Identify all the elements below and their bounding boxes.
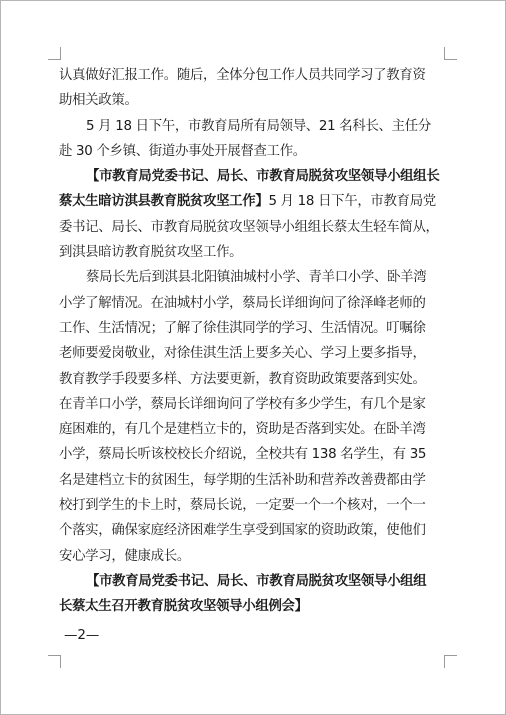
document-body	[59, 63, 454, 620]
text-line: 委书记、局长、市教育局脱贫攻坚领导小组组长蔡太生轻车简从，	[59, 219, 439, 235]
page-number: —2—	[64, 628, 100, 643]
text-line: 小学了解情况。在油城村小学，蔡局长详细询问了徐泽峰老师的	[59, 295, 426, 311]
text-line: 5 月 18 日下午，市教育局所有局领导、21 名科长、主任分	[86, 118, 431, 134]
heading-line: 长蔡太生召开教育脱贫攻坚领导小组例会】	[59, 599, 308, 615]
text-line: 在青羊口小学，蔡局长详细询问了学校有多少学生，有几个是家	[59, 396, 426, 412]
text-line: 赴 30 个乡镇、街道办事处开展督查工作。	[59, 143, 306, 159]
heading-line: 【市教育局党委书记、局长、市教育局脱贫攻坚领导小组组	[86, 573, 427, 589]
text-line: 工作、生活情况；了解了徐佳淇同学的学习、生活情况。叮嘱徐	[59, 320, 426, 336]
crop-mark-bottom-right	[444, 655, 457, 668]
text-line: 5 月 18 日下午，市教育局党	[268, 194, 436, 210]
text-line: 教育教学手段要多样、方法要更新，教育资助政策要落到实处。	[59, 371, 426, 387]
text-line: 认真做好汇报工作。随后，全体分包工作人员共同学习了教育资	[59, 68, 426, 83]
text-line: 小学，蔡局长听该校校长介绍说，全校共有 138 名学生，有 35	[59, 447, 427, 463]
text-line: 名是建档立卡的贫困生，每学期的生活补助和营养改善费都由学	[59, 472, 426, 488]
text-line: 老师要爱岗敬业，对徐佳淇生活上要多关心、学习上要多指导，	[59, 346, 426, 362]
crop-mark-top-right	[444, 47, 457, 60]
heading-line: 【市教育局党委书记、局长、市教育局脱贫攻坚领导小组组长	[86, 169, 440, 185]
text-line: 助相关政策。	[59, 93, 138, 109]
text-line: 到淇县暗访教育脱贫攻坚工作。	[59, 245, 243, 261]
heading-line: 蔡太生暗访淇县教育脱贫攻坚工作】	[59, 194, 269, 210]
crop-mark-top-left	[48, 47, 61, 60]
text-line	[59, 189, 454, 214]
text-line: 校打到学生的卡上时，蔡局长说，一定要一个一个核对，一个一	[59, 498, 426, 514]
text-line: 个落实，确保家庭经济困难学生享受到国家的资助政策，使他们	[59, 523, 426, 539]
text-line: 蔡局长先后到淇县北阳镇油城村小学、青羊口小学、卧羊湾	[86, 270, 427, 286]
crop-mark-bottom-left	[48, 655, 61, 668]
text-line: 庭困难的，有几个是建档立卡的，资助是否落到实处。在卧羊湾	[59, 422, 426, 438]
text-line: 安心学习，健康成长。	[59, 548, 190, 564]
